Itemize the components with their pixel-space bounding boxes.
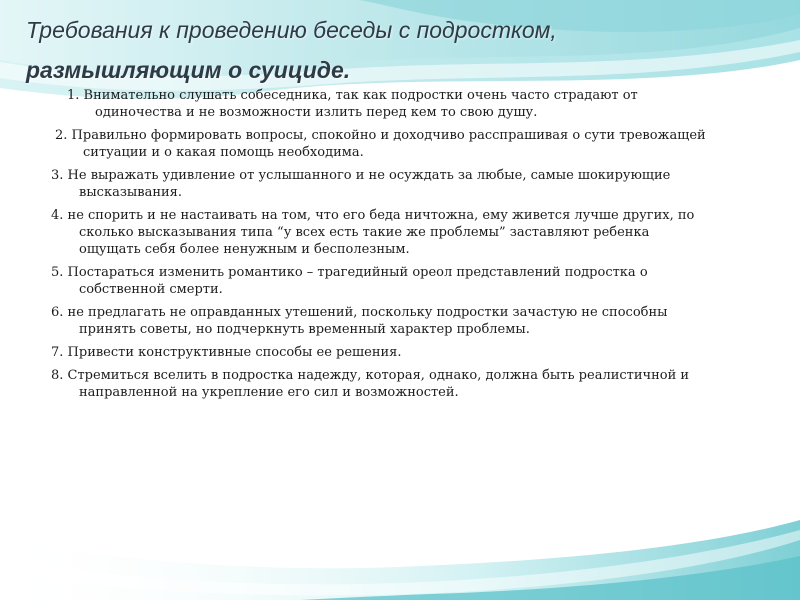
list-item: 4. не спорить и не настаивать на том, что его беда ничтожна, ему живется лучше других, по сколько высказывания типа “у всех есть такие же проблемы” заставляют ребенка ощущать себя более ненужным и бесполезным. — [51, 208, 695, 257]
list-item: 6. не предлагать не оправданных утешений, поскольку подростки зачастую не способны принять советы, но подчеркнуть временный характер проблемы. — [51, 305, 668, 337]
requirements-list — [43, 87, 713, 407]
list-item: 2. Правильно формировать вопросы, спокойно и доходчиво расспрашивая о сути тревожащей ситуации и о какая помощь необходима. — [55, 128, 706, 160]
list-item: 1. Внимательно слушать собеседника, так как подростки очень часто страдают от одиночества и не возможности излить перед кем то свою душу. — [67, 88, 638, 120]
title-line-1: Требования к проведению беседы с подростком, — [26, 17, 557, 43]
slide-title — [26, 10, 786, 90]
title-line-2: размышляющим о суициде. — [26, 57, 351, 83]
list-item: 3. Не выражать удивление от услышанного и не осуждать за любые, самые шокирующие высказывания. — [51, 168, 671, 200]
list-item: 5. Постараться изменить романтико – трагедийный ореол представлений подростка о собственной смерти. — [51, 265, 648, 297]
list-item: 8. Стремиться вселить в подростка надежду, которая, однако, должна быть реалистичной и направленной на укрепление его сил и возможностей. — [51, 368, 690, 400]
list-item: 7. Привести конструктивные способы ее решения. — [51, 345, 402, 360]
